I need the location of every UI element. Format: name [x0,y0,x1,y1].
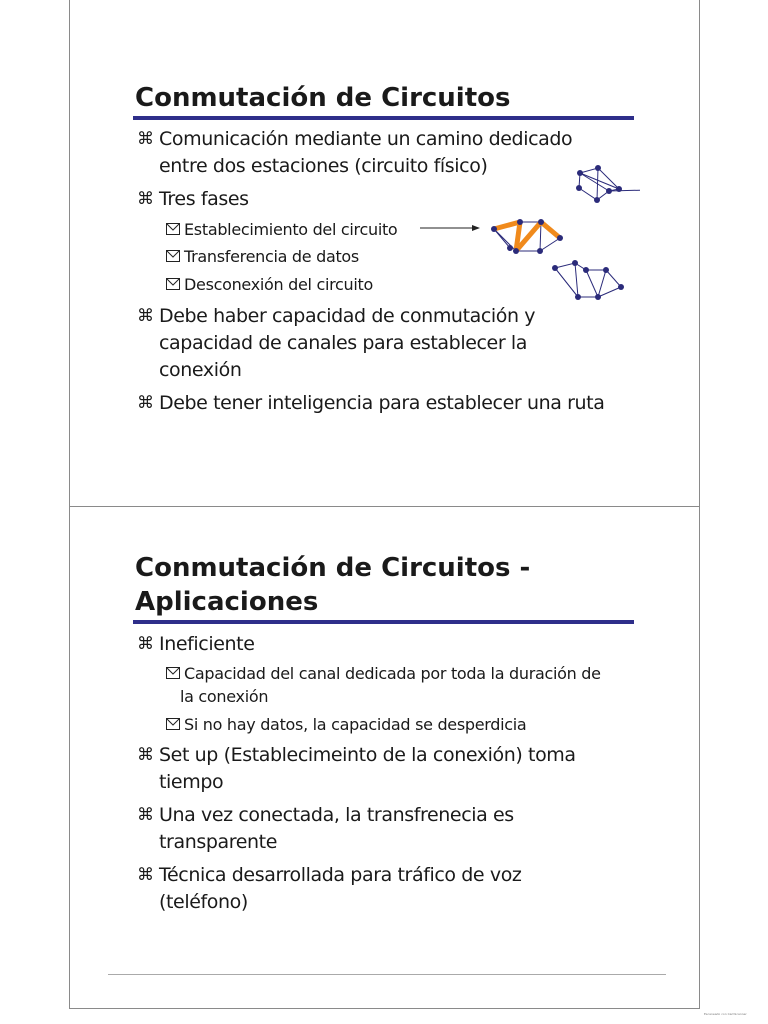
slide-title-line: Conmutación de Circuitos [135,83,511,113]
command-key-icon: ⌘ [137,129,154,149]
scanner-watermark: Escaneado con CamScanner [704,1012,747,1016]
slide-1 [70,0,699,506]
command-key-icon: ⌘ [137,189,154,209]
slide-title [135,81,511,115]
command-key-icon: ⌘ [137,634,154,654]
bullet-line: Set up (Establecimeinto de la conexión) toma [159,744,576,766]
title-rule [133,116,634,120]
command-key-icon: ⌘ [137,805,154,825]
footer-rule [108,974,666,975]
bullet-line: Debe haber capacidad de conmutación y [159,305,536,327]
title-rule [133,620,634,624]
sub-bullet-text: Desconexión del circuito [184,275,373,294]
envelope-check-icon [166,250,180,262]
highlighted-circuit-path [494,222,560,251]
sub-bullet-text: Si no hay datos, la capacidad se desperdicia [184,715,527,734]
bullet-line: Ineficiente [159,633,255,655]
sub-bullet-text: Establecimiento del circuito [184,220,398,239]
bullet-line: conexión [159,359,242,381]
envelope-check-icon [166,718,180,730]
bullet-line: Una vez conectada, la transfrenecia es [159,804,514,826]
circuit-network-diagram [420,160,640,310]
sub-bullet-text: la conexión [180,687,269,706]
slide-2 [70,507,699,1007]
slide-title-line: Conmutación de Circuitos - [135,553,531,583]
slide-title-line: Aplicaciones [135,587,319,617]
bullet-line: Comunicación mediante un camino dedicado [159,128,573,150]
command-key-icon: ⌘ [137,306,154,326]
command-key-icon: ⌘ [137,865,154,885]
arrow-icon [420,225,480,231]
bullet-line: Tres fases [159,188,249,210]
envelope-check-icon [166,223,180,235]
sub-bullet-text: Capacidad del canal dedicada por toda la duración de [184,664,601,683]
command-key-icon: ⌘ [137,745,154,765]
command-key-icon: ⌘ [137,393,154,413]
bullet-line: capacidad de canales para establecer la [159,332,528,354]
bullet-line: Debe tener inteligencia para establecer una ruta [159,392,605,414]
slide-title [135,551,530,619]
bullet-line: (teléfono) [159,891,248,913]
bullet-line: Técnica desarrollada para tráfico de voz [159,864,522,886]
envelope-check-icon [166,278,180,290]
sub-bullet-text: Transferencia de datos [184,247,359,266]
bullet-line: transparente [159,831,278,853]
bullet-line: tiempo [159,771,224,793]
bullet-line: entre dos estaciones (circuito físico) [159,155,488,177]
envelope-check-icon [166,667,180,679]
